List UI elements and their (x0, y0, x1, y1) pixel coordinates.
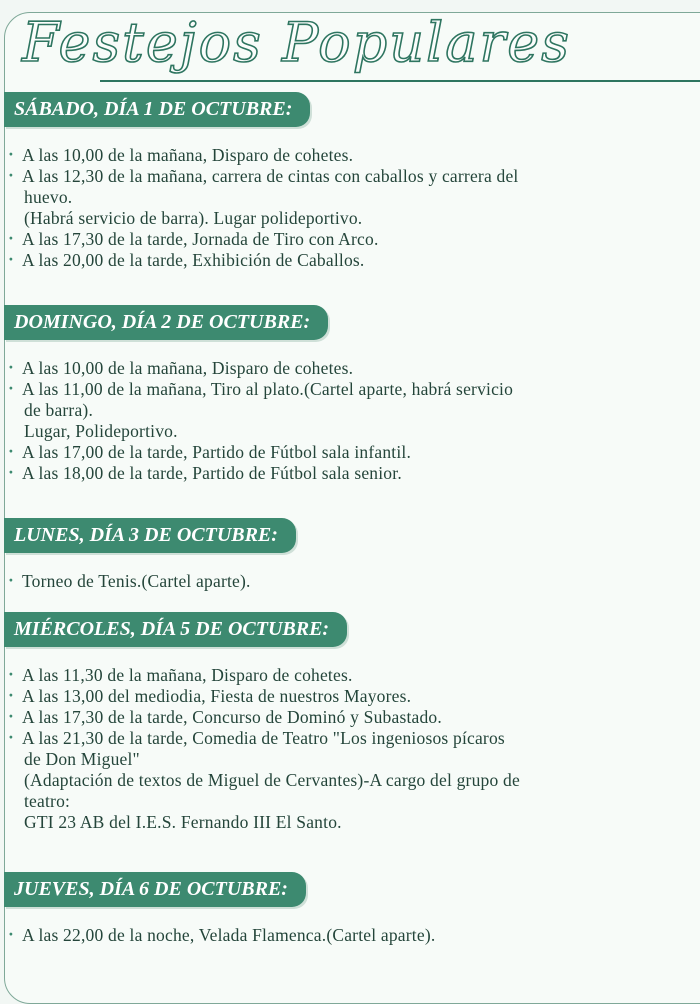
list-item: · A las 17,00 de la tarde, Partido de Fútbol sala infantil. (8, 442, 690, 463)
list-item: · A las 10,00 de la mañana, Disparo de cohetes. (8, 358, 690, 379)
title-underline (100, 80, 700, 82)
event-list (0, 145, 700, 271)
section-jueves (0, 872, 700, 946)
list-item-continuation: de Don Miguel" (24, 749, 140, 769)
section-heading: SÁBADO, DÍA 1 DE OCTUBRE: (4, 92, 310, 127)
page-title: Festejos Populares (22, 11, 571, 74)
list-item: · A las 18,00 de la tarde, Partido de Fútbol sala senior. (8, 463, 690, 484)
list-item: · A las 12,30 de la mañana, carrera de cintas con caballos y carrera del (8, 166, 690, 187)
event-list (0, 925, 700, 946)
event-list (0, 358, 700, 484)
list-item-continuation: de barra). (24, 400, 94, 420)
section-heading: LUNES, DÍA 3 DE OCTUBRE: (4, 518, 296, 553)
section-sabado (0, 92, 700, 271)
list-item-continuation: huevo. (24, 187, 73, 207)
section-heading: JUEVES, DÍA 6 DE OCTUBRE: (4, 872, 306, 907)
section-miercoles (0, 612, 700, 833)
list-item: · A las 22,00 de la noche, Velada Flamenca.(Cartel aparte). (8, 925, 690, 946)
list-item: · Torneo de Tenis.(Cartel aparte). (8, 571, 690, 592)
list-item-continuation: Lugar, Polideportivo. (24, 421, 178, 441)
list-item: · A las 11,30 de la mañana, Disparo de cohetes. (8, 665, 690, 686)
section-heading: DOMINGO, DÍA 2 DE OCTUBRE: (4, 305, 328, 340)
list-item: · A las 17,30 de la tarde, Concurso de Dominó y Subastado. (8, 707, 690, 728)
list-item: · A las 13,00 del mediodia, Fiesta de nuestros Mayores. (8, 686, 690, 707)
list-item-continuation: teatro: (24, 791, 71, 811)
section-heading: MIÉRCOLES, DÍA 5 DE OCTUBRE: (4, 612, 347, 647)
list-item-continuation: (Adaptación de textos de Miguel de Cervantes)-A cargo del grupo de (24, 770, 520, 790)
list-item: · A las 11,00 de la mañana, Tiro al plato.(Cartel aparte, habrá servicio (8, 379, 690, 400)
list-item: · A las 10,00 de la mañana, Disparo de cohetes. (8, 145, 690, 166)
list-item: · A las 17,30 de la tarde, Jornada de Tiro con Arco. (8, 229, 690, 250)
section-lunes (0, 518, 700, 592)
list-item-continuation: GTI 23 AB del I.E.S. Fernando III El Santo. (24, 812, 342, 832)
list-item-continuation: (Habrá servicio de barra). Lugar polideportivo. (24, 208, 363, 228)
section-domingo (0, 305, 700, 484)
list-item: · A las 21,30 de la tarde, Comedia de Teatro "Los ingeniosos pícaros (8, 728, 690, 749)
list-item: · A las 20,00 de la tarde, Exhibición de Caballos. (8, 250, 690, 271)
event-list (0, 665, 700, 833)
event-list (0, 571, 700, 592)
